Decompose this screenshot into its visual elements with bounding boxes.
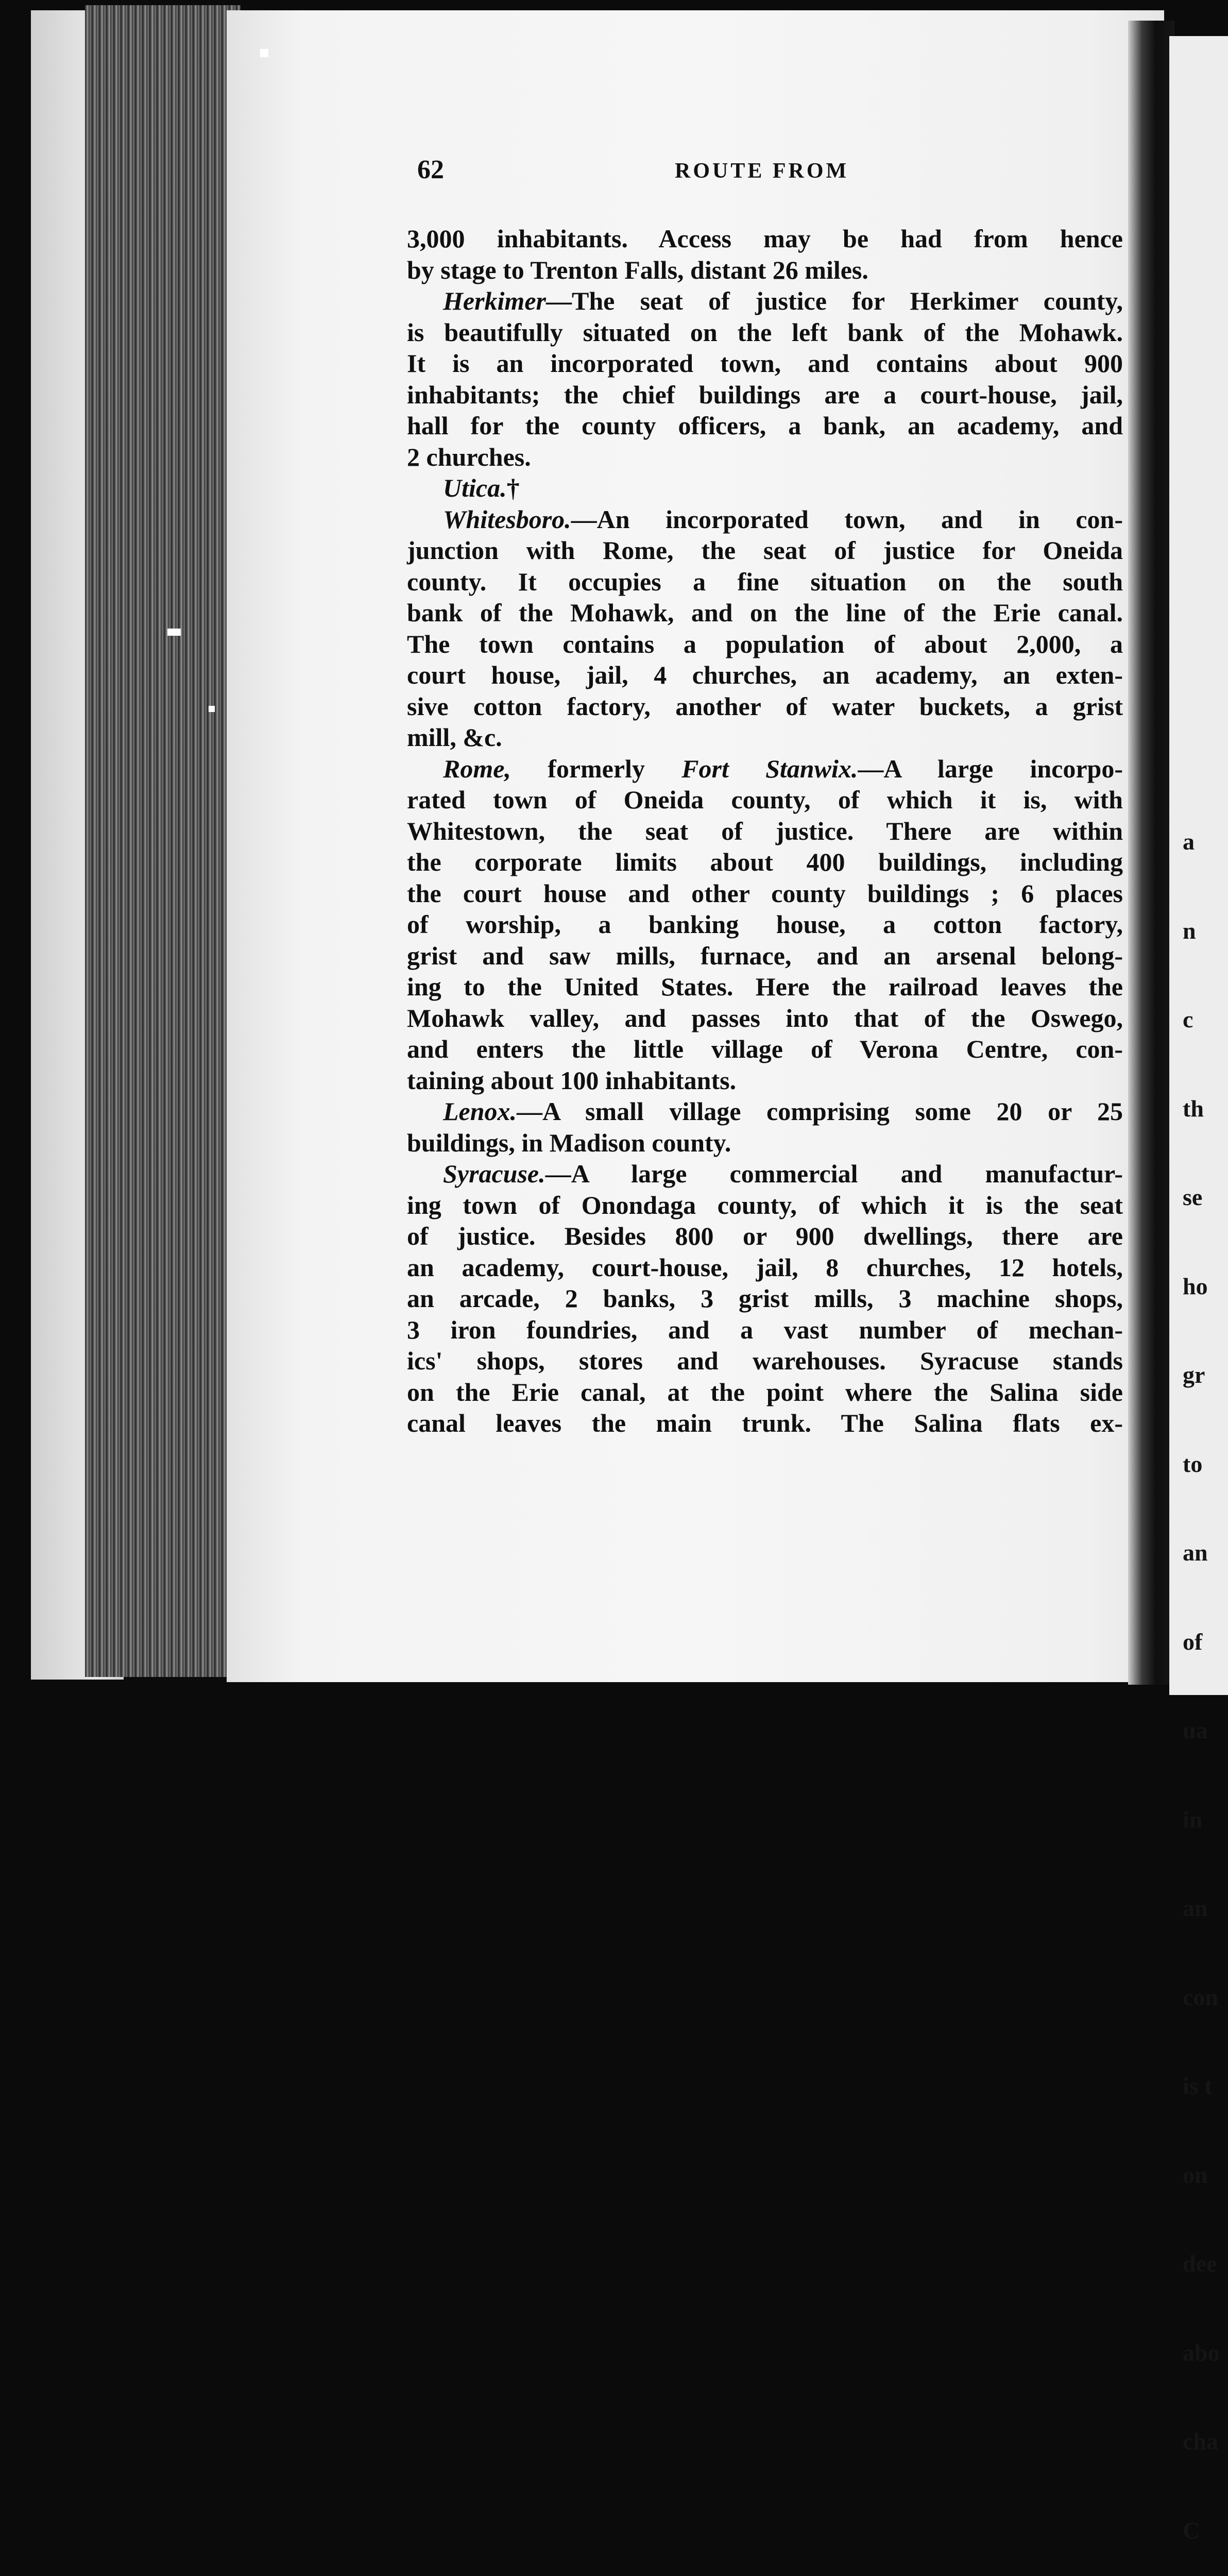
- fragment: ho: [1183, 1273, 1208, 1299]
- text-line: ing to the United States. Here the railroad leaves the: [407, 972, 1123, 1001]
- place-name: Whitesboro.: [443, 504, 571, 534]
- body-text: [407, 223, 1123, 1439]
- text-line: the court house and other county buildings ; 6 places: [407, 878, 1123, 908]
- text-line: mill, &c.: [407, 723, 502, 752]
- fragment: of: [1183, 1628, 1203, 1655]
- page-gutter: [1128, 21, 1174, 1685]
- place-name: Utica.: [443, 473, 507, 502]
- text-line: Mohawk valley, and passes into that of the Oswego,: [407, 1003, 1123, 1032]
- fragment: n: [1183, 917, 1196, 944]
- fragment: cha: [1183, 2428, 1218, 2454]
- fragment: C: [1183, 2517, 1200, 2544]
- text-line: is beautifully situated on the left bank of the Mohawk.: [407, 317, 1123, 347]
- text-line: the corporate limits about 400 buildings, including: [407, 848, 1123, 876]
- fragment: c: [1183, 1006, 1193, 1032]
- text-line: buildings, in Madison county.: [407, 1128, 731, 1157]
- page-edges: [85, 5, 241, 1677]
- scan-speck: [260, 49, 268, 57]
- fragment: dee: [1183, 2250, 1217, 2277]
- text-line: [407, 472, 1123, 504]
- fragment: abo: [1183, 2339, 1220, 2366]
- text-line: [407, 1096, 1123, 1127]
- text-line: county. It occupies a fine situation on the south: [407, 567, 1123, 596]
- running-title: ROUTE FROM: [675, 159, 849, 183]
- text-line: 3 iron foundries, and a vast number of mechan-: [407, 1315, 1123, 1344]
- text-line: sive cotton factory, another of water buckets, a grist: [407, 691, 1123, 721]
- fragment: se: [1183, 1184, 1203, 1210]
- text-line: an arcade, 2 banks, 3 grist mills, 3 machine shops,: [407, 1284, 1123, 1313]
- text-line: [407, 753, 1123, 785]
- text-line: on the Erie canal, at the point where the Salina side: [407, 1377, 1123, 1406]
- text-line: grist and saw mills, furnace, and an arsenal belong-: [407, 941, 1123, 970]
- text-line: court house, jail, 4 churches, an academy, an exten-: [407, 660, 1123, 689]
- scan-speck: [167, 629, 181, 636]
- text-line: [407, 1158, 1123, 1190]
- text-line: 2 churches.: [407, 442, 531, 471]
- place-name: Fort Stanwix.: [681, 754, 858, 783]
- text-line: It is an incorporated town, and contains about 900: [407, 349, 1123, 378]
- text-line: of worship, a banking house, a cotton factory,: [407, 910, 1123, 939]
- text-run: —An incorporated town, and in con-: [571, 504, 1123, 534]
- scan-speck: [209, 706, 215, 712]
- text-line: of justice. Besides 800 or 900 dwellings, there are: [407, 1222, 1123, 1250]
- text-line: an academy, court-house, jail, 8 churches, 12 hotels,: [407, 1252, 1123, 1282]
- fragment: a: [1183, 828, 1195, 855]
- fragment: ua: [1183, 1717, 1208, 1743]
- fragment: th: [1183, 1095, 1204, 1122]
- text-line: inhabitants; the chief buildings are a court-house, jail,: [407, 380, 1123, 409]
- text-line: [407, 504, 1123, 535]
- text-line: Whitestown, the seat of justice. There are within: [407, 816, 1123, 845]
- text-line: junction with Rome, the seat of justice for Oneida: [407, 536, 1123, 565]
- text-line: and enters the little village of Verona Centre, con-: [407, 1035, 1123, 1063]
- text-line: The town contains a population of about 2,000, a: [407, 629, 1123, 658]
- text-run: —A large incorpo-: [858, 754, 1123, 783]
- text-run: —A large commercial and manufactur-: [545, 1159, 1123, 1188]
- fragment: an: [1183, 1895, 1208, 1921]
- fragment: in: [1183, 1806, 1203, 1833]
- fragment: con: [1183, 1984, 1218, 2010]
- text-line: [407, 285, 1123, 317]
- fragment: to: [1183, 1450, 1203, 1477]
- adjacent-page-fragments: [1183, 768, 1228, 2576]
- text-run: formerly: [510, 754, 682, 783]
- text-line: 3,000 inhabitants. Access may be had from hence: [407, 224, 1123, 253]
- place-name: Herkimer: [443, 286, 546, 315]
- fragment: on: [1183, 2161, 1208, 2188]
- text-line: ing town of Onondaga county, of which it is the seat: [407, 1190, 1123, 1219]
- text-line: rated town of Oneida county, of which it is, with: [407, 785, 1123, 814]
- footnote-mark: †: [506, 473, 520, 502]
- running-head: [417, 155, 1128, 196]
- fragment: gr: [1183, 1362, 1205, 1388]
- text-line: by stage to Trenton Falls, distant 26 miles.: [407, 255, 868, 284]
- text-run: —A small village comprising some 20 or 25: [517, 1097, 1123, 1126]
- text-line: hall for the county officers, a bank, an academy, and: [407, 411, 1123, 440]
- text-line: ics' shops, stores and warehouses. Syracuse stands: [407, 1346, 1123, 1375]
- place-name: Syracuse.: [443, 1159, 545, 1188]
- page-number: 62: [417, 155, 444, 184]
- place-name: Rome,: [443, 754, 511, 783]
- text-line: bank of the Mohawk, and on the line of the Erie canal.: [407, 598, 1123, 627]
- text-line: canal leaves the main trunk. The Salina flats ex-: [407, 1409, 1123, 1437]
- fragment: is t: [1183, 2073, 1213, 2099]
- text-line: taining about 100 inhabitants.: [407, 1065, 737, 1095]
- fragment: an: [1183, 1539, 1208, 1566]
- place-name: Lenox.: [443, 1097, 517, 1126]
- text-run: —The seat of justice for Herkimer county,: [545, 286, 1123, 315]
